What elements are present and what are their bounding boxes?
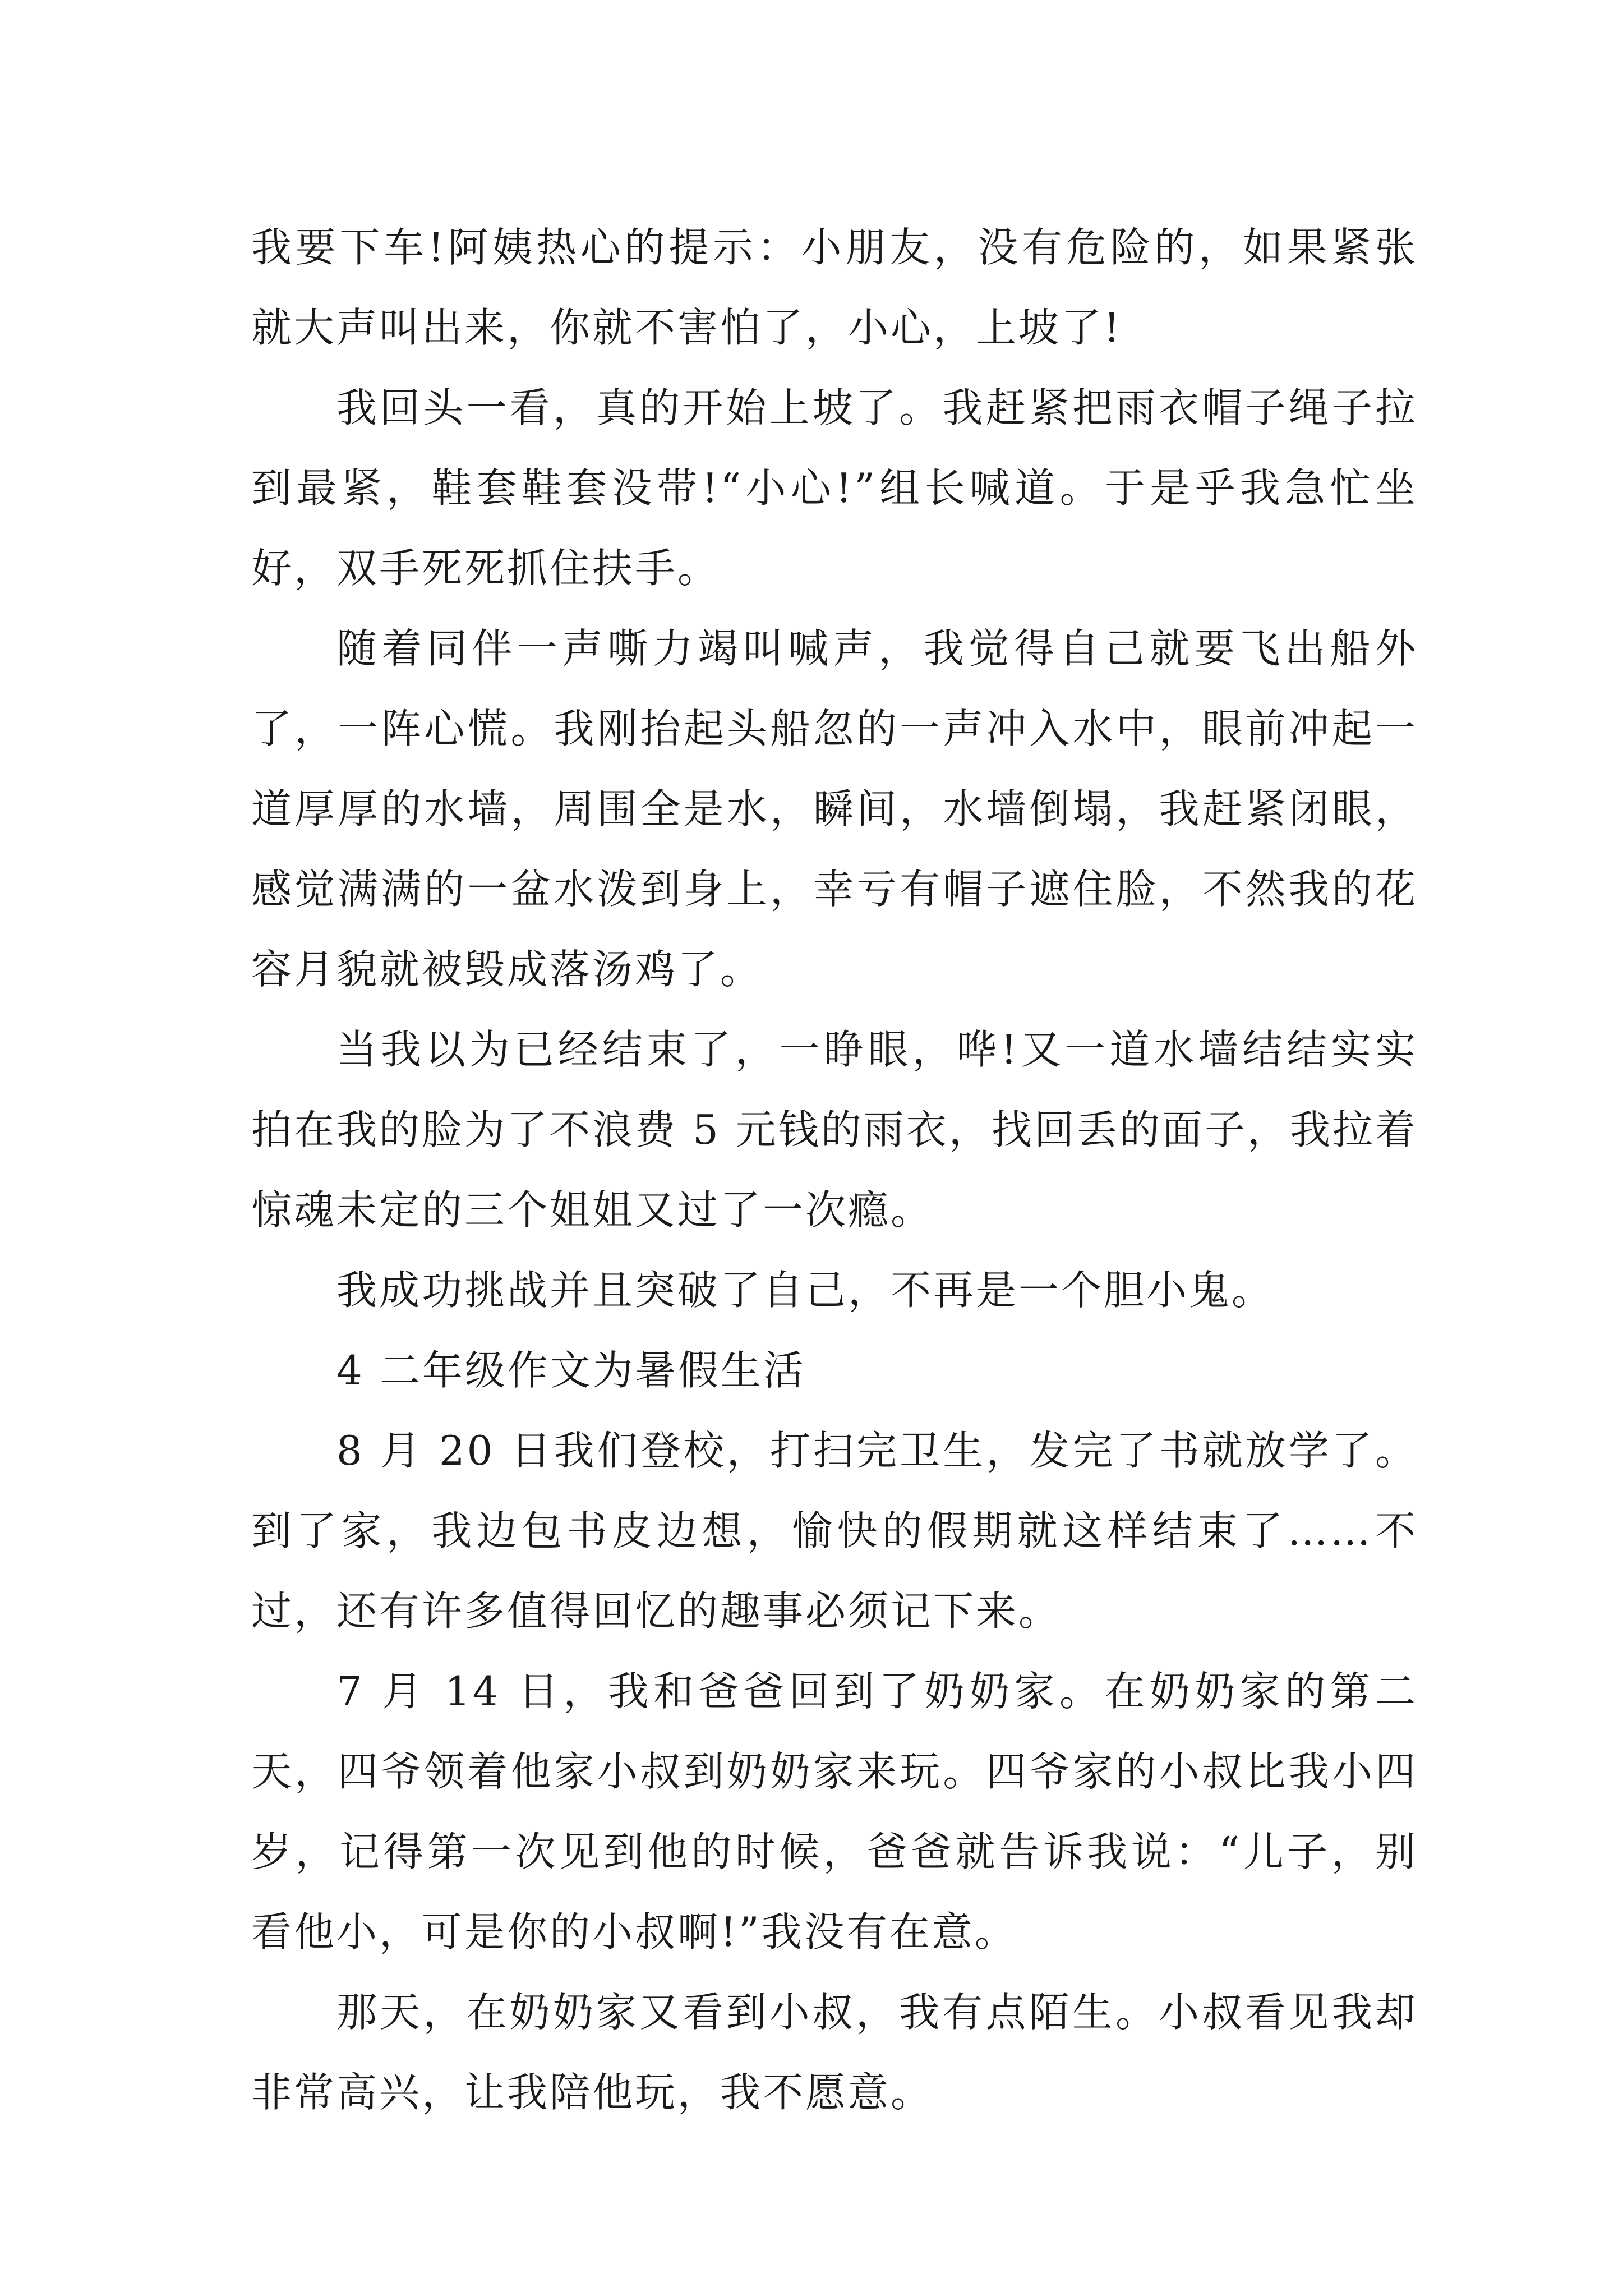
paragraph-5: 我成功挑战并且突破了自己，不再是一个胆小鬼。 [336,1267,1275,1314]
paragraph-1: 我要下车!阿姨热心的提示：小朋友，没有危险的，如果紧张就大声叫出来，你就不害怕了，小心，上坡了! [251,224,1418,351]
paragraph-6: 8 月 20 日我们登校，打扫完卫生，发完了书就放学了。到了家，我边包书皮边想，愉快的假期就这样结束了……不过，还有许多值得回忆的趣事必须记下来。 [251,1427,1418,1635]
paragraph-7: 7 月 14 日，我和爸爸回到了奶奶家。在奶奶家的第二天，四爷领着他家小叔到奶奶家来玩。四爷家的小叔比我小四岁，记得第一次见到他的时候，爸爸就告诉我说：“儿子，别看他小，可是你的小叔啊!”我没有在意。 [251,1668,1418,1955]
paragraph-2: 我回头一看，真的开始上坡了。我赶紧把雨衣帽子绳子拉到最紧，鞋套鞋套没带!“小心!”组长喊道。于是乎我急忙坐好，双手死死抓住扶手。 [251,384,1418,592]
paragraph-4: 当我以为已经结束了，一睁眼，哗!又一道水墙结结实实拍在我的脸为了不浪费 5 元钱的雨衣，找回丢的面子，我拉着惊魂未定的三个姐姐又过了一次瘾。 [251,1026,1418,1234]
paragraph-8: 那天，在奶奶家又看到小叔，我有点陌生。小叔看见我却非常高兴，让我陪他玩，我不愿意。 [251,1989,1418,2116]
document-page [251,208,1418,2133]
paragraph-3: 随着同伴一声嘶力竭叫喊声，我觉得自己就要飞出船外了，一阵心慌。我刚抬起头船忽的一声冲入水中，眼前冲起一道厚厚的水墙，周围全是水，瞬间，水墙倒塌，我赶紧闭眼，感觉满满的一盆水泼到身上，幸亏有帽子遮住脸，不然我的花容月貌就被毁成落汤鸡了。 [251,625,1418,993]
section-heading: 4 二年级作文为暑假生活 [336,1347,806,1394]
